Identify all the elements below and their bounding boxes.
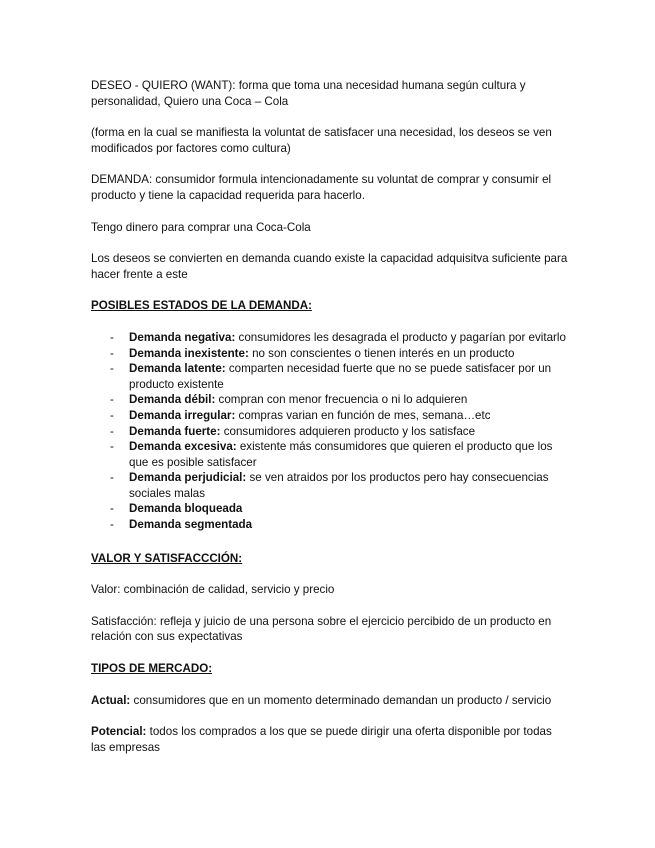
bullet-dash: - bbox=[110, 502, 114, 516]
list-item bbox=[91, 501, 569, 517]
list-item-desc: comparten necesidad fuerte que no se puede satisfacer por un producto existente bbox=[129, 362, 552, 391]
bullet-dash: - bbox=[110, 330, 114, 344]
list-item-desc: no son conscientes o tienen interés en un producto bbox=[248, 346, 515, 360]
list-item bbox=[91, 424, 569, 440]
list-item-term: Demanda débil: bbox=[129, 393, 216, 407]
heading-estados-demanda: POSIBLES ESTADOS DE LA DEMANDA: bbox=[91, 299, 312, 313]
bullet-dash: - bbox=[110, 346, 114, 360]
mercado-potencial-text: todos los comprados a los que se puede dirigir una oferta disponible por todas las empresas bbox=[91, 725, 552, 754]
paragraph-demanda: DEMANDA: consumidor formula intencionadamente su voluntat de comprar y consumir el producto y tiene la capacidad requerida para hacerlo. bbox=[91, 173, 552, 202]
list-item bbox=[91, 470, 569, 501]
list-item-desc: existente más consumidores que quieren el producto que los que es posible satisfacer bbox=[129, 440, 553, 469]
list-item bbox=[91, 361, 569, 392]
list-item bbox=[91, 408, 569, 424]
document-body bbox=[91, 78, 569, 771]
list-item bbox=[91, 439, 569, 470]
list-item-desc: consumidores les desagrada el producto y pagarían por evitarlo bbox=[235, 330, 566, 344]
paragraph-deseo: DESEO - QUIERO (WANT): forma que toma una necesidad humana según cultura y personalidad, Quiero una Coca – Cola bbox=[91, 79, 526, 108]
mercado-actual-text: consumidores que en un momento determinado demandan un producto / servicio bbox=[130, 693, 552, 707]
bullet-dash: - bbox=[110, 471, 114, 485]
list-item bbox=[91, 392, 569, 408]
mercado-actual-label: Actual: bbox=[91, 693, 131, 707]
list-item bbox=[91, 330, 569, 346]
list-item-term: Demanda latente: bbox=[129, 362, 226, 376]
bullet-dash: - bbox=[110, 408, 114, 422]
list-item-term: Demanda excesiva: bbox=[129, 440, 237, 454]
demand-states-list bbox=[91, 330, 569, 533]
list-item-desc: se ven atraidos por los productos pero hay consecuencias sociales malas bbox=[129, 471, 549, 500]
bullet-dash: - bbox=[110, 393, 114, 407]
paragraph-mercado-actual bbox=[91, 693, 569, 709]
bullet-dash: - bbox=[110, 518, 114, 532]
list-item-term: Demanda negativa: bbox=[129, 330, 236, 344]
list-item bbox=[91, 346, 569, 362]
paragraph-valor: Valor: combinación de calidad, servicio y precio bbox=[91, 583, 335, 597]
list-item-desc: compran con menor frecuencia o ni lo adquieren bbox=[215, 393, 468, 407]
list-item-term: Demanda segmentada bbox=[129, 518, 253, 532]
list-item-term: Demanda fuerte: bbox=[129, 424, 221, 438]
heading-tipos-mercado: TIPOS DE MERCADO: bbox=[91, 662, 213, 676]
paragraph-deseos-demanda: Los deseos se convierten en demanda cuando existe la capacidad adquisitva suficiente para hacer frente a este bbox=[91, 252, 568, 281]
list-item-desc: consumidores adquieren producto y los satisface bbox=[220, 424, 476, 438]
paragraph-tengo-dinero: Tengo dinero para comprar una Coca-Cola bbox=[91, 220, 311, 234]
bullet-dash: - bbox=[110, 440, 114, 454]
paragraph-mercado-potencial bbox=[91, 724, 569, 755]
bullet-dash: - bbox=[110, 424, 114, 438]
list-item-term: Demanda inexistente: bbox=[129, 346, 249, 360]
list-item-desc: compras varian en función de mes, semana…etc bbox=[235, 408, 491, 422]
list-item-term: Demanda irregular: bbox=[129, 408, 236, 422]
paragraph-forma: (forma en la cual se manifiesta la voluntat de satisfacer una necesidad, los deseos se ven modificados por factores como cultura) bbox=[91, 126, 552, 155]
list-item bbox=[91, 517, 569, 533]
heading-valor-satisfaccion: VALOR Y SATISFACCCIÓN: bbox=[91, 551, 243, 565]
mercado-potencial-label: Potencial: bbox=[91, 725, 147, 739]
paragraph-satisfaccion: Satisfacción: refleja y juicio de una persona sobre el ejercicio percibido de un producto en relación con sus expectativas bbox=[91, 614, 552, 644]
bullet-dash: - bbox=[110, 362, 114, 376]
list-item-term: Demanda perjudicial: bbox=[129, 471, 247, 485]
list-item-term: Demanda bloqueada bbox=[129, 502, 243, 516]
